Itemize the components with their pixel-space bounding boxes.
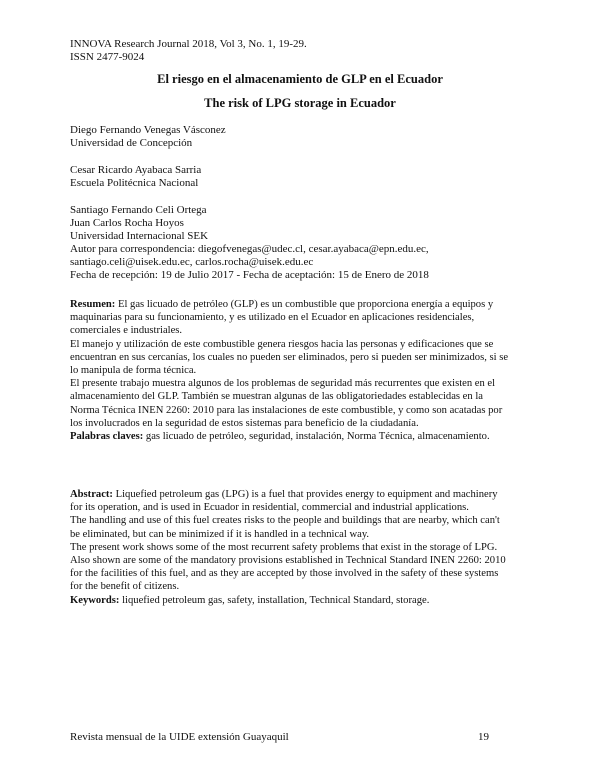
- author-block-3: [70, 204, 429, 282]
- resumen-paragraph-3: El presente trabajo muestra algunos de los problemas de seguridad más recurrentes que existen en el almacenamiento del GLP. También se muestran algunas de las obligatoriedades establecidas en la Norma Técnica INEN 2260: 2010 para las instalaciones de este combustible, y como son acatadas por los involucrados en la seguridad de estos sistemas para beneficio de la ciudadanía.: [70, 378, 503, 429]
- footer-journal: Revista mensual de la UIDE extensión Guayaquil: [70, 731, 289, 743]
- author-affiliation: Universidad de Concepción: [70, 137, 193, 149]
- journal-header: [70, 38, 307, 64]
- resumen-section: [70, 298, 510, 443]
- palabras-clave-label: Palabras claves:: [70, 431, 144, 443]
- title-english: The risk of LPG storage in Ecuador: [204, 96, 396, 110]
- author-block-2: [70, 164, 201, 190]
- correspondence-line: santiago.celi@uisek.edu.ec, carlos.rocha@uisek.edu.ec: [70, 256, 314, 268]
- author-name: Santiago Fernando Celi Ortega: [70, 204, 207, 216]
- resumen-text-1: El gas licuado de petróleo (GLP) es un combustible que proporciona energía a equipos y maquinarias para su funcionamiento, y es utilizado en el Ecuador en aplicaciones residenciales, comerciales e industriales.: [70, 299, 494, 337]
- page-number: 19: [478, 731, 489, 743]
- journal-citation: INNOVA Research Journal 2018, Vol 3, No. 1, 19-29.: [70, 38, 307, 50]
- abstract-paragraph-2: The handling and use of this fuel creates risks to the people and buildings that are nearby, which can't be eliminated, but can be minimized if it is handled in a technical way.: [70, 515, 500, 540]
- author-name: Cesar Ricardo Ayabaca Sarria: [70, 164, 202, 176]
- abstract-text-1: Liquefied petroleum gas (LPG) is a fuel that provides energy to equipment and machinery for its operation, and is used in Ecuador in residential, commercial and industrial applications.: [70, 489, 498, 514]
- correspondence-line: Autor para correspondencia: diegofvenegas@udec.cl, cesar.ayabaca@epn.edu.ec,: [70, 243, 429, 255]
- author-affiliation: Escuela Politécnica Nacional: [70, 177, 199, 189]
- resumen-label: Resumen:: [70, 299, 116, 310]
- author-name: Diego Fernando Venegas Vásconez: [70, 124, 226, 136]
- palabras-clave-text: gas licuado de petróleo, seguridad, instalación, Norma Técnica, almacenamiento.: [145, 431, 490, 443]
- abstract-section: [70, 488, 510, 607]
- keywords: [70, 594, 510, 607]
- abstract-paragraph-3: The present work shows some of the most recurrent safety problems that exist in the storage of LPG. Also shown are some of the mandatory provisions established in Technical Standard INEN 2260: 2010 for the facilities of this fuel, and as they are accepted by those involved in the safety of these systems for the benefit of citizens.: [70, 541, 506, 593]
- resumen-paragraph-2: El manejo y utilización de este combustible genera riesgos hacia las personas y edificaciones que se encuentran en sus cercanías, los cuales no pueden ser eliminados, pero si pueden ser minimizados, si se lo manipula de forma técnica.: [70, 338, 509, 377]
- dates-line: Fecha de recepción: 19 de Julio 2017 - Fecha de aceptación: 15 de Enero de 2018: [70, 269, 429, 281]
- keywords-label: Keywords:: [70, 594, 120, 606]
- abstract-paragraph-1: [70, 488, 510, 514]
- author-affiliation: Universidad Internacional SEK: [70, 230, 209, 242]
- keywords-text: liquefied petroleum gas, safety, installation, Technical Standard, storage.: [122, 594, 430, 606]
- abstract-label: Abstract:: [70, 489, 113, 500]
- author-block-1: [70, 124, 226, 150]
- author-name: Juan Carlos Rocha Hoyos: [70, 217, 184, 229]
- resumen-paragraph-1: [70, 298, 510, 338]
- title-spanish: El riesgo en el almacenamiento de GLP en el Ecuador: [157, 72, 443, 86]
- palabras-clave: [70, 430, 510, 443]
- issn: ISSN 2477-9024: [70, 51, 145, 63]
